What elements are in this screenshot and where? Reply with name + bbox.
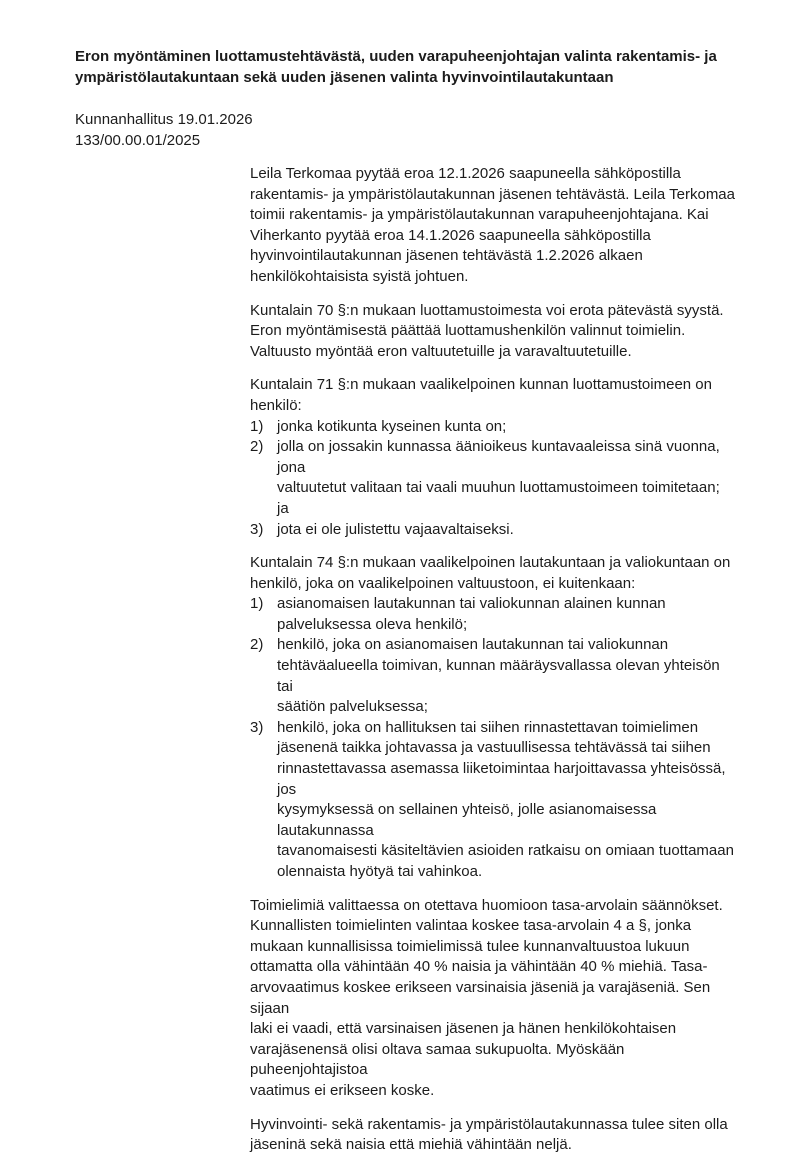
text-line: varajäsenensä olisi oltava samaa sukupuolta. Myöskään puheenjohtajistoa [250, 1040, 629, 1079]
list-item [250, 594, 738, 635]
text-line: Kuntalain 74 §:n mukaan vaalikelpoinen lautakuntaan ja valiokuntaan on [250, 554, 731, 572]
text-line: asianomaisen lautakunnan tai valiokunnan alainen kunnan [277, 595, 666, 613]
text-line: vaatimus ei erikseen koske. [250, 1081, 435, 1099]
list-item-text [277, 520, 738, 541]
text-line: säätiön palveluksessa; [277, 698, 428, 716]
text-line: jäseninä sekä naisia että miehiä vähintään neljä. [250, 1136, 572, 1154]
text-line: valtuutetut valitaan tai vaali muuhun luottamustoimeen toimitetaan; [277, 479, 720, 497]
text-line: palveluksessa oleva henkilö; [277, 615, 468, 633]
text-line: henkilökohtaisista syistä johtuen. [250, 267, 469, 285]
document-meta [75, 109, 738, 151]
ordered-list [250, 594, 738, 882]
text-line: hyvinvointilautakunnan jäsenen tehtävästä 1.2.2026 alkaen [250, 247, 643, 265]
text-line: ja [277, 499, 289, 517]
text-line: Toimielimiä valittaessa on otettava huomioon tasa-arvolain säännökset. [250, 896, 723, 914]
text-line: henkilö: [250, 396, 302, 414]
list-marker: 2) [250, 636, 264, 654]
list-item-text [277, 417, 738, 438]
ordered-list [250, 417, 738, 541]
text-line: Kunnallisten toimielinten valintaa koskee tasa-arvolain 4 a §, jonka [250, 917, 692, 935]
document-title-line: Eron myöntäminen luottamustehtävästä, uuden varapuheenjohtajan valinta rakentamis- ja [75, 48, 717, 65]
text-line: Kuntalain 70 §:n mukaan luottamustoimesta voi erota pätevästä syystä. [250, 301, 724, 319]
list-item [250, 635, 738, 717]
text-line: tehtäväalueella toimivan, kunnan määräysvallassa olevan yhteisön tai [277, 657, 724, 695]
text-line: Hyvinvointi- sekä rakentamis- ja ympäristölautakunnassa tulee siten olla [250, 1115, 728, 1133]
text-line: jäsenenä taikka johtavassa ja vastuullisessa tehtävässä tai siihen [277, 739, 711, 757]
text-line: toimii rakentamis- ja ympäristölautakunnan varapuheenjohtajana. Kai [250, 206, 709, 224]
text-line: rinnastettavassa asemassa liiketoimintaa harjoittavassa yhteisössä, jos [277, 760, 730, 798]
text-line: mukaan kunnallisissa toimielimissä tulee kunnanvaltuustoa lukuun [250, 937, 690, 955]
list-item [250, 520, 738, 541]
list-item [250, 437, 738, 519]
list-item-text [277, 718, 738, 883]
list-item-text [277, 437, 738, 519]
text-line: kysymyksessä on sellainen yhteisö, jolle asianomaisessa lautakunnassa [277, 801, 661, 839]
list-marker: 3) [250, 718, 264, 736]
text-line: Eron myöntämisestä päättää luottamushenkilön valinnut toimielin. [250, 322, 686, 340]
list-item-text [277, 594, 738, 635]
text-line: jota ei ole julistettu vajaavaltaiseksi. [277, 520, 514, 538]
text-line: olennaista hyötyä tai vahinkoa. [277, 863, 483, 880]
paragraph [250, 164, 738, 288]
text-line: henkilö, joka on hallituksen tai siihen rinnastettavan toimielimen [277, 718, 699, 736]
list-marker: 3) [250, 520, 264, 538]
document-title [75, 46, 738, 88]
list-item [250, 718, 738, 883]
text-line: Leila Terkomaa pyytää eroa 12.1.2026 saapuneella sähköpostilla [250, 165, 681, 182]
document-title-line: ympäristölautakuntaan sekä uuden jäsenen valinta hyvinvointilautakuntaan [75, 69, 614, 86]
list-marker: 2) [250, 438, 264, 456]
document-body [250, 164, 738, 1156]
text-line: tavanomaisesti käsiteltävien asioiden ratkaisu on omiaan tuottamaan [277, 842, 734, 860]
paragraph [250, 896, 738, 1102]
paragraph [250, 301, 738, 363]
text-line: rakentamis- ja ympäristölautakunnan jäsenen tehtävästä. Leila Terkomaa [250, 185, 735, 203]
text-line: laki ei vaadi, että varsinaisen jäsenen ja hänen henkilökohtaisen [250, 1020, 677, 1038]
paragraph [250, 375, 738, 416]
list-item-text [277, 635, 738, 717]
list-marker: 1) [250, 595, 264, 613]
text-line: jonka kotikunta kyseinen kunta on; [277, 417, 507, 435]
paragraph [250, 1115, 738, 1156]
text-line: jolla on jossakin kunnassa äänioikeus kuntavaaleissa sinä vuonna, jona [277, 438, 724, 476]
text-line: ottamatta olla vähintään 40 % naisia ja vähintään 40 % miehiä. Tasa- [250, 958, 708, 976]
text-line: arvovaatimus koskee erikseen varsinaisia jäseniä ja varajäseniä. Sen sijaan [250, 978, 715, 1017]
paragraph [250, 553, 738, 594]
list-marker: 1) [250, 417, 264, 435]
record-number-line: 133/00.00.01/2025 [75, 132, 201, 149]
text-line: Valtuusto myöntää eron valtuutetuille ja varavaltuutetuille. [250, 342, 632, 360]
text-line: Viherkanto pyytää eroa 14.1.2026 saapuneella sähköpostilla [250, 226, 651, 244]
text-line: henkilö, joka on asianomaisen lautakunnan tai valiokunnan [277, 636, 669, 654]
text-line: Kuntalain 71 §:n mukaan vaalikelpoinen kunnan luottamustoimeen on [250, 376, 712, 394]
committee-date-line: Kunnanhallitus 19.01.2026 [75, 111, 253, 128]
list-item [250, 417, 738, 438]
text-line: henkilö, joka on vaalikelpoinen valtuustoon, ei kuitenkaan: [250, 574, 636, 592]
